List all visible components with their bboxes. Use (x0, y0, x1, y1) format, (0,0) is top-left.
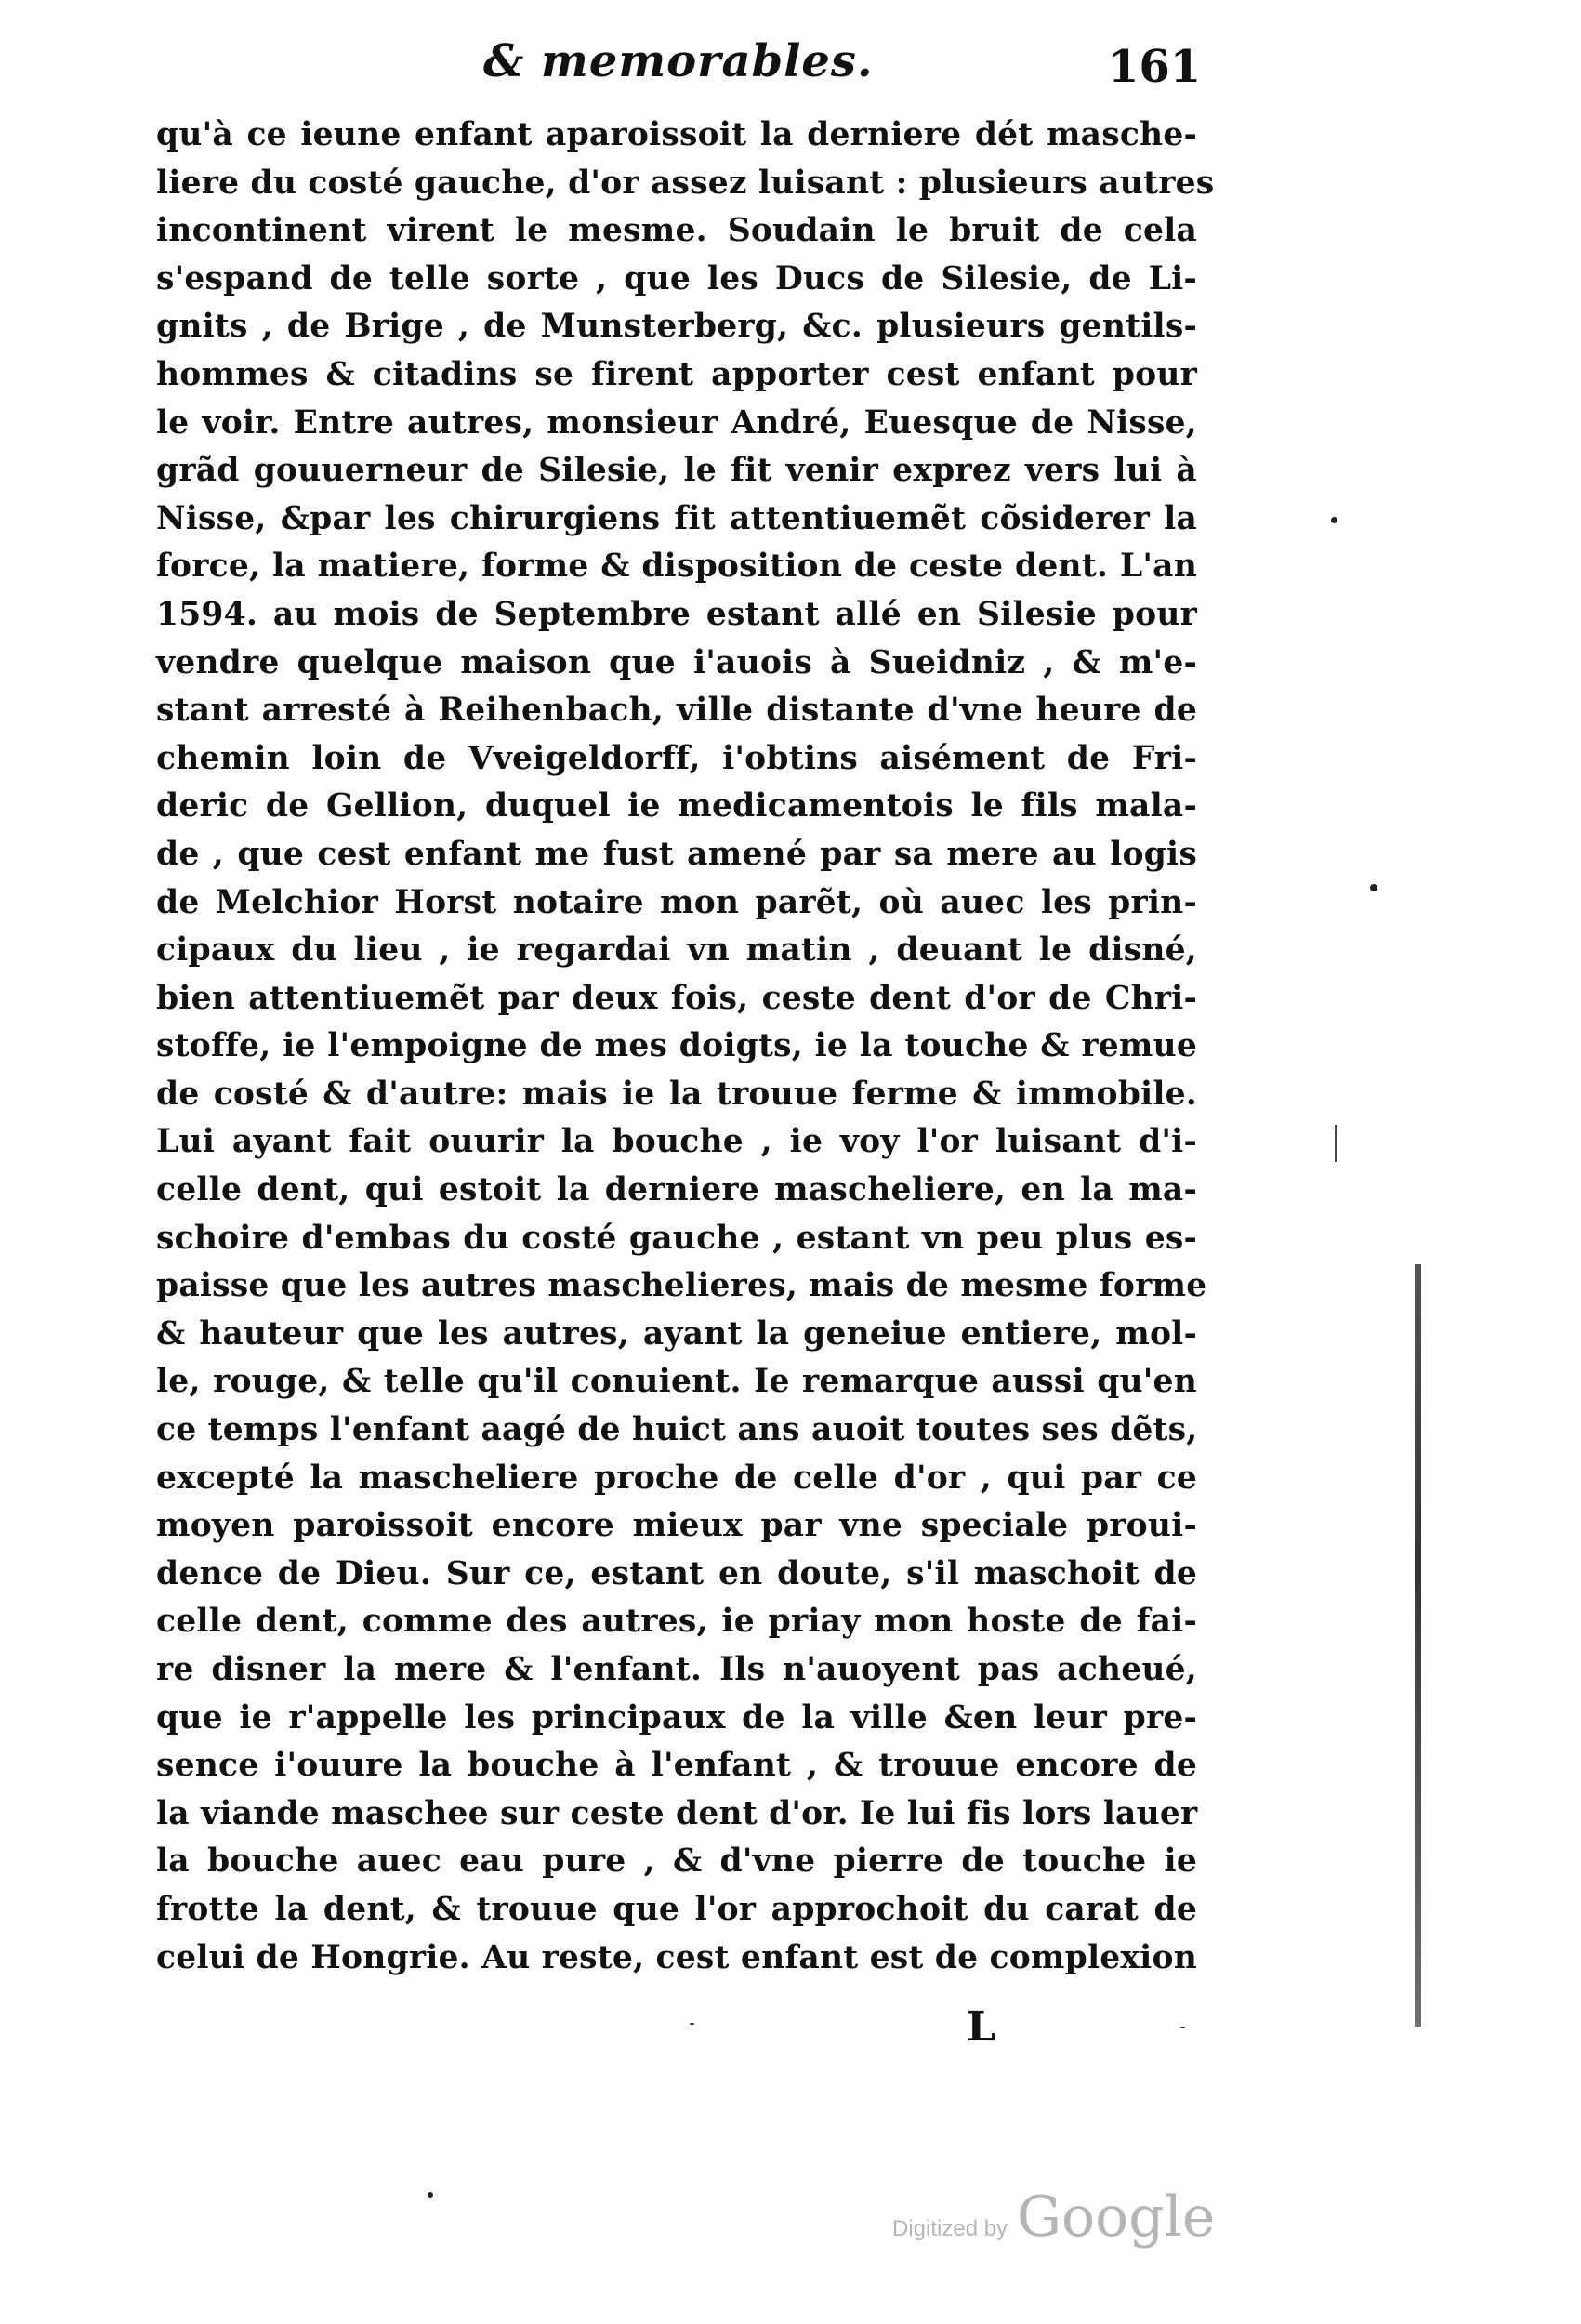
text-line: schoire d'embas du costé gauche , estant vn peu plus es- (156, 1219, 1197, 1257)
text-line: s'espand de telle sorte , que les Ducs de Silesie, de Li- (156, 259, 1197, 297)
body-text (156, 112, 1215, 1982)
text-line: celle dent, qui estoit la derniere mascheliere, en la ma- (156, 1171, 1197, 1209)
text-line: dence de Dieu. Sur ce, estant en doute, s'il maschoit de (156, 1554, 1197, 1592)
speck (1331, 517, 1337, 523)
speck (1370, 884, 1377, 891)
google-logo: Google (1017, 2185, 1216, 2250)
speck (428, 2192, 433, 2198)
text-line: chemin loin de Vveigeldorff, i'obtins aisément de Fri- (156, 739, 1197, 777)
text-line: liere du costé gauche, d'or assez luisant : plusieurs autres (156, 164, 1215, 202)
margin-mark (1335, 1125, 1337, 1162)
text-line: stoffe, ie l'empoigne de mes doigts, ie la touche & remue (156, 1027, 1197, 1065)
digitized-watermark (892, 2185, 1215, 2250)
text-line: de , que cest enfant me fust amené par sa mere au logis (156, 835, 1197, 873)
text-line: celui de Hongrie. Au reste, cest enfant est de complexion (156, 1938, 1197, 1976)
text-line: bien attentiuemẽt par deux fois, ceste dent d'or de Chri- (156, 979, 1197, 1017)
text-line: stant arresté à Reihenbach, ville distante d'vne heure de (156, 692, 1197, 730)
text-line: 1594. au mois de Septembre estant allé en Silesie pour (156, 595, 1197, 633)
watermark-prefix: Digitized by (892, 2216, 1008, 2241)
text-line: hommes & citadins se firent apporter cest enfant pour (156, 355, 1197, 393)
text-line: frotte la dent, & trouue que l'or approchoit du carat de (156, 1890, 1197, 1928)
text-line: la bouche auec eau pure , & d'vne pierre de touche ie (156, 1842, 1197, 1881)
text-line: le voir. Entre autres, monsieur André, Euesque de Nisse, (156, 403, 1197, 442)
text-line: vendre quelque maison que i'auois à Sueidniz , & m'e- (156, 643, 1197, 681)
text-line: de costé & d'autre: mais ie la trouue ferme & immobile. (156, 1075, 1197, 1113)
text-line: celle dent, comme des autres, ie priay mon hoste de fai- (156, 1603, 1197, 1641)
text-line: Nisse, &par les chirurgiens fit attentiuemẽt cõsiderer la (156, 499, 1197, 537)
text-line: gnits , de Brige , de Munsterberg, &c. plusieurs gentils- (156, 308, 1197, 346)
text-line: cipaux du lieu , ie regardai vn matin , deuant le disné, (156, 931, 1197, 970)
page-number: 161 (1108, 41, 1202, 93)
text-line: incontinent virent le mesme. Soudain le bruit de cela (156, 212, 1197, 250)
text-line: ce temps l'enfant aagé de huict ans auoit toutes ses dẽts, (156, 1411, 1198, 1449)
speck (1180, 2027, 1185, 2028)
text-line: excepté la mascheliere proche de celle d'or , qui par ce (156, 1459, 1197, 1497)
text-line: re disner la mere & l'enfant. Ils n'auoyent pas acheué, (156, 1651, 1197, 1688)
text-line: & hauteur que les autres, ayant la geneiue entiere, mol- (156, 1314, 1197, 1353)
margin-shadow (1415, 1264, 1421, 2027)
speck (690, 2023, 694, 2025)
text-line: Lui ayant fait ouurir la bouche , ie voy l'or luisant d'i- (156, 1123, 1197, 1161)
running-head: & memorables. (483, 35, 874, 87)
text-line: le, rouge, & telle qu'il conuient. Ie remarque aussi qu'en (156, 1363, 1197, 1401)
text-line: paisse que les autres maschelieres, mais de mesme forme (156, 1267, 1207, 1305)
text-line: deric de Gellion, duquel ie medicamentois le fils mala- (156, 787, 1197, 825)
text-line: sence i'ouure la bouche à l'enfant , & trouue encore de (156, 1747, 1197, 1785)
signature-mark: L (967, 2003, 995, 2051)
text-line: grãd gouuerneur de Silesie, le fit venir exprez vers lui à (156, 452, 1197, 490)
text-line: force, la matiere, forme & disposition de ceste dent. L'an (156, 548, 1197, 586)
text-line: la viande maschee sur ceste dent d'or. Ie lui fis lors lauer (156, 1794, 1198, 1832)
text-line: moyen paroissoit encore mieux par vne speciale proui- (156, 1507, 1197, 1545)
text-line: de Melchior Horst notaire mon parẽt, où auec les prin- (156, 883, 1197, 921)
text-line: que ie r'appelle les principaux de la ville &en leur pre- (156, 1698, 1197, 1736)
text-line: qu'à ce ieune enfant aparoissoit la derniere dét masche- (156, 116, 1197, 153)
